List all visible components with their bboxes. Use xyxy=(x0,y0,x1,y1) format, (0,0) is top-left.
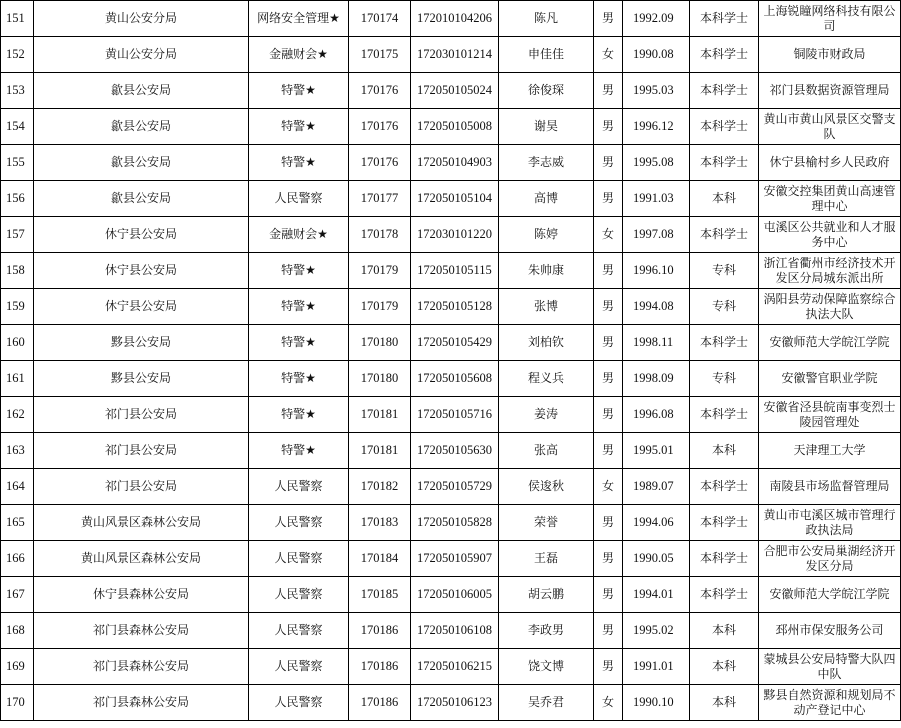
work-unit: 邳州市保安服务公司 xyxy=(759,613,901,649)
table-row xyxy=(1,541,901,577)
education: 本科 xyxy=(690,685,759,721)
row-index: 151 xyxy=(1,1,34,37)
employer-unit: 休宁县公安局 xyxy=(34,217,249,253)
position-code: 170183 xyxy=(349,505,411,541)
table-body xyxy=(1,1,901,721)
exam-ticket-number: 172050105608 xyxy=(411,361,499,397)
employer-unit: 黄山风景区森林公安局 xyxy=(34,541,249,577)
employer-unit: 黟县公安局 xyxy=(34,325,249,361)
row-index: 155 xyxy=(1,145,34,181)
gender: 男 xyxy=(594,397,623,433)
education: 本科 xyxy=(690,181,759,217)
row-index: 167 xyxy=(1,577,34,613)
birth-date: 1991.01 xyxy=(623,649,690,685)
row-index: 152 xyxy=(1,37,34,73)
position-code: 170178 xyxy=(349,217,411,253)
education: 专科 xyxy=(690,289,759,325)
gender: 女 xyxy=(594,217,623,253)
exam-ticket-number: 172050104903 xyxy=(411,145,499,181)
exam-ticket-number: 172050105630 xyxy=(411,433,499,469)
work-unit: 涡阳县劳动保障监察综合执法大队 xyxy=(759,289,901,325)
exam-ticket-number: 172030101220 xyxy=(411,217,499,253)
row-index: 162 xyxy=(1,397,34,433)
gender: 男 xyxy=(594,577,623,613)
education: 本科学士 xyxy=(690,217,759,253)
exam-ticket-number: 172050105024 xyxy=(411,73,499,109)
employer-unit: 休宁县公安局 xyxy=(34,253,249,289)
row-index: 160 xyxy=(1,325,34,361)
work-unit: 屯溪区公共就业和人才服务中心 xyxy=(759,217,901,253)
education: 本科学士 xyxy=(690,397,759,433)
position-code: 170184 xyxy=(349,541,411,577)
position-name: 特警★ xyxy=(249,145,349,181)
birth-date: 1997.08 xyxy=(623,217,690,253)
birth-date: 1995.01 xyxy=(623,433,690,469)
position-name: 人民警察 xyxy=(249,181,349,217)
gender: 男 xyxy=(594,541,623,577)
exam-ticket-number: 172050105828 xyxy=(411,505,499,541)
position-name: 特警★ xyxy=(249,361,349,397)
work-unit: 黄山市屯溪区城市管理行政执法局 xyxy=(759,505,901,541)
position-code: 170174 xyxy=(349,1,411,37)
work-unit: 安徽师范大学皖江学院 xyxy=(759,325,901,361)
gender: 男 xyxy=(594,613,623,649)
position-name: 金融财会★ xyxy=(249,37,349,73)
gender: 男 xyxy=(594,109,623,145)
candidate-name: 刘柏钦 xyxy=(499,325,594,361)
birth-date: 1998.09 xyxy=(623,361,690,397)
position-code: 170182 xyxy=(349,469,411,505)
candidate-name: 陈婷 xyxy=(499,217,594,253)
exam-ticket-number: 172050106005 xyxy=(411,577,499,613)
exam-ticket-number: 172050105716 xyxy=(411,397,499,433)
table-row xyxy=(1,37,901,73)
gender: 男 xyxy=(594,181,623,217)
candidate-name: 陈凡 xyxy=(499,1,594,37)
employer-unit: 祁门县公安局 xyxy=(34,397,249,433)
exam-ticket-number: 172050105729 xyxy=(411,469,499,505)
birth-date: 1989.07 xyxy=(623,469,690,505)
candidate-name: 高博 xyxy=(499,181,594,217)
table-row xyxy=(1,289,901,325)
education: 本科学士 xyxy=(690,505,759,541)
row-index: 159 xyxy=(1,289,34,325)
birth-date: 1996.08 xyxy=(623,397,690,433)
birth-date: 1996.10 xyxy=(623,253,690,289)
work-unit: 黄山市黄山风景区交警支队 xyxy=(759,109,901,145)
employer-unit: 歙县公安局 xyxy=(34,181,249,217)
candidate-name: 饶文博 xyxy=(499,649,594,685)
candidate-name: 张博 xyxy=(499,289,594,325)
row-index: 157 xyxy=(1,217,34,253)
gender: 女 xyxy=(594,37,623,73)
position-name: 人民警察 xyxy=(249,505,349,541)
table-row xyxy=(1,217,901,253)
gender: 男 xyxy=(594,73,623,109)
work-unit: 铜陵市财政局 xyxy=(759,37,901,73)
position-code: 170180 xyxy=(349,325,411,361)
work-unit: 安徽交控集团黄山高速管理中心 xyxy=(759,181,901,217)
work-unit: 南陵县市场监督管理局 xyxy=(759,469,901,505)
position-code: 170186 xyxy=(349,613,411,649)
table-row xyxy=(1,109,901,145)
position-code: 170181 xyxy=(349,433,411,469)
education: 本科学士 xyxy=(690,73,759,109)
table-row xyxy=(1,433,901,469)
row-index: 158 xyxy=(1,253,34,289)
position-code: 170186 xyxy=(349,685,411,721)
position-code: 170179 xyxy=(349,253,411,289)
employer-unit: 祁门县公安局 xyxy=(34,433,249,469)
row-index: 168 xyxy=(1,613,34,649)
employer-unit: 祁门县森林公安局 xyxy=(34,613,249,649)
table-row xyxy=(1,397,901,433)
position-name: 特警★ xyxy=(249,397,349,433)
education: 本科学士 xyxy=(690,325,759,361)
birth-date: 1994.06 xyxy=(623,505,690,541)
table-row xyxy=(1,1,901,37)
candidate-name: 吴乔君 xyxy=(499,685,594,721)
table-row xyxy=(1,613,901,649)
gender: 男 xyxy=(594,1,623,37)
candidate-name: 李志威 xyxy=(499,145,594,181)
work-unit: 休宁县榆村乡人民政府 xyxy=(759,145,901,181)
birth-date: 1998.11 xyxy=(623,325,690,361)
exam-ticket-number: 172010104206 xyxy=(411,1,499,37)
education: 本科 xyxy=(690,649,759,685)
gender: 男 xyxy=(594,649,623,685)
education: 本科学士 xyxy=(690,469,759,505)
gender: 男 xyxy=(594,325,623,361)
employer-unit: 黄山风景区森林公安局 xyxy=(34,505,249,541)
education: 本科学士 xyxy=(690,109,759,145)
position-name: 网络安全管理★ xyxy=(249,1,349,37)
exam-ticket-number: 172030101214 xyxy=(411,37,499,73)
candidate-name: 胡云鹏 xyxy=(499,577,594,613)
row-index: 153 xyxy=(1,73,34,109)
position-name: 特警★ xyxy=(249,433,349,469)
exam-ticket-number: 172050105907 xyxy=(411,541,499,577)
position-name: 人民警察 xyxy=(249,685,349,721)
birth-date: 1992.09 xyxy=(623,1,690,37)
gender: 男 xyxy=(594,433,623,469)
employer-unit: 歙县公安局 xyxy=(34,73,249,109)
work-unit: 安徽警官职业学院 xyxy=(759,361,901,397)
birth-date: 1990.08 xyxy=(623,37,690,73)
birth-date: 1994.01 xyxy=(623,577,690,613)
row-index: 156 xyxy=(1,181,34,217)
employer-unit: 歙县公安局 xyxy=(34,109,249,145)
position-code: 170179 xyxy=(349,289,411,325)
work-unit: 安徽省泾县皖南事变烈士陵园管理处 xyxy=(759,397,901,433)
birth-date: 1995.08 xyxy=(623,145,690,181)
table-row xyxy=(1,253,901,289)
birth-date: 1990.05 xyxy=(623,541,690,577)
position-code: 170185 xyxy=(349,577,411,613)
table-row xyxy=(1,73,901,109)
candidate-name: 荣誉 xyxy=(499,505,594,541)
position-name: 金融财会★ xyxy=(249,217,349,253)
candidate-name: 王磊 xyxy=(499,541,594,577)
candidate-name: 张高 xyxy=(499,433,594,469)
position-name: 人民警察 xyxy=(249,613,349,649)
candidate-name: 侯逡秋 xyxy=(499,469,594,505)
work-unit: 上海锐瞳网络科技有限公司 xyxy=(759,1,901,37)
position-name: 特警★ xyxy=(249,253,349,289)
work-unit: 浙江省衢州市经济技术开发区分局城东派出所 xyxy=(759,253,901,289)
exam-ticket-number: 172050106123 xyxy=(411,685,499,721)
gender: 女 xyxy=(594,685,623,721)
employer-unit: 休宁县公安局 xyxy=(34,289,249,325)
position-code: 170177 xyxy=(349,181,411,217)
position-code: 170175 xyxy=(349,37,411,73)
birth-date: 1990.10 xyxy=(623,685,690,721)
position-name: 特警★ xyxy=(249,325,349,361)
table-row xyxy=(1,361,901,397)
gender: 男 xyxy=(594,253,623,289)
exam-ticket-number: 172050106108 xyxy=(411,613,499,649)
employer-unit: 祁门县森林公安局 xyxy=(34,685,249,721)
birth-date: 1994.08 xyxy=(623,289,690,325)
education: 本科学士 xyxy=(690,145,759,181)
birth-date: 1991.03 xyxy=(623,181,690,217)
birth-date: 1995.02 xyxy=(623,613,690,649)
education: 本科学士 xyxy=(690,37,759,73)
education: 本科 xyxy=(690,433,759,469)
position-name: 特警★ xyxy=(249,73,349,109)
row-index: 164 xyxy=(1,469,34,505)
row-index: 169 xyxy=(1,649,34,685)
position-name: 特警★ xyxy=(249,289,349,325)
exam-ticket-number: 172050105128 xyxy=(411,289,499,325)
employer-unit: 黟县公安局 xyxy=(34,361,249,397)
gender: 男 xyxy=(594,505,623,541)
candidate-name: 姜涛 xyxy=(499,397,594,433)
candidate-name: 申佳佳 xyxy=(499,37,594,73)
table-row xyxy=(1,181,901,217)
table-row xyxy=(1,505,901,541)
work-unit: 蒙城县公安局特警大队四中队 xyxy=(759,649,901,685)
education: 本科学士 xyxy=(690,541,759,577)
work-unit: 合肥市公安局巢湖经济开发区分局 xyxy=(759,541,901,577)
position-code: 170181 xyxy=(349,397,411,433)
row-index: 163 xyxy=(1,433,34,469)
exam-ticket-number: 172050105104 xyxy=(411,181,499,217)
education: 本科学士 xyxy=(690,577,759,613)
education: 本科 xyxy=(690,613,759,649)
position-name: 特警★ xyxy=(249,109,349,145)
row-index: 166 xyxy=(1,541,34,577)
candidate-name: 谢昊 xyxy=(499,109,594,145)
position-name: 人民警察 xyxy=(249,541,349,577)
work-unit: 安徽师范大学皖江学院 xyxy=(759,577,901,613)
gender: 女 xyxy=(594,469,623,505)
employer-unit: 黄山公安分局 xyxy=(34,37,249,73)
birth-date: 1995.03 xyxy=(623,73,690,109)
position-code: 170180 xyxy=(349,361,411,397)
row-index: 170 xyxy=(1,685,34,721)
exam-ticket-number: 172050106215 xyxy=(411,649,499,685)
work-unit: 黟县自然资源和规划局不动产登记中心 xyxy=(759,685,901,721)
education: 专科 xyxy=(690,361,759,397)
table-row xyxy=(1,145,901,181)
table-row xyxy=(1,649,901,685)
position-code: 170176 xyxy=(349,109,411,145)
gender: 男 xyxy=(594,289,623,325)
education: 本科学士 xyxy=(690,1,759,37)
table-row xyxy=(1,577,901,613)
table-row xyxy=(1,685,901,721)
row-index: 165 xyxy=(1,505,34,541)
position-name: 人民警察 xyxy=(249,649,349,685)
position-name: 人民警察 xyxy=(249,577,349,613)
table-row xyxy=(1,325,901,361)
position-name: 人民警察 xyxy=(249,469,349,505)
work-unit: 天津理工大学 xyxy=(759,433,901,469)
birth-date: 1996.12 xyxy=(623,109,690,145)
row-index: 161 xyxy=(1,361,34,397)
employer-unit: 祁门县公安局 xyxy=(34,469,249,505)
employer-unit: 祁门县森林公安局 xyxy=(34,649,249,685)
candidate-name: 程义兵 xyxy=(499,361,594,397)
row-index: 154 xyxy=(1,109,34,145)
exam-ticket-number: 172050105008 xyxy=(411,109,499,145)
position-code: 170176 xyxy=(349,73,411,109)
candidate-name: 徐俊琛 xyxy=(499,73,594,109)
employer-unit: 歙县公安局 xyxy=(34,145,249,181)
gender: 男 xyxy=(594,361,623,397)
education: 专科 xyxy=(690,253,759,289)
candidate-name: 李政男 xyxy=(499,613,594,649)
candidate-name: 朱帅康 xyxy=(499,253,594,289)
employer-unit: 休宁县森林公安局 xyxy=(34,577,249,613)
employer-unit: 黄山公安分局 xyxy=(34,1,249,37)
gender: 男 xyxy=(594,145,623,181)
table-row xyxy=(1,469,901,505)
position-code: 170186 xyxy=(349,649,411,685)
exam-ticket-number: 172050105115 xyxy=(411,253,499,289)
position-code: 170176 xyxy=(349,145,411,181)
work-unit: 祁门县数据资源管理局 xyxy=(759,73,901,109)
exam-ticket-number: 172050105429 xyxy=(411,325,499,361)
